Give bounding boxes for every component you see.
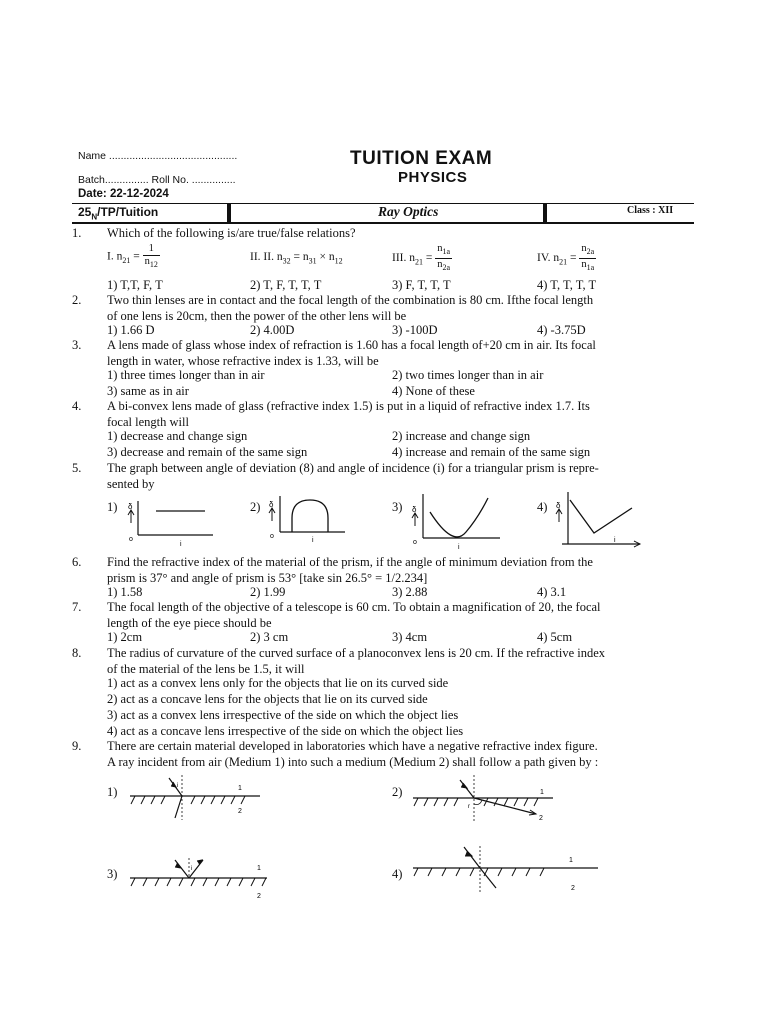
- svg-text:i: i: [180, 541, 182, 547]
- question-number: 8.: [72, 646, 82, 660]
- question-number: 3.: [72, 338, 82, 352]
- question-number: 7.: [72, 600, 82, 614]
- question-text: A bi-convex lens made of glass (refractive index 1.5) is put in a liquid of refractive index 1.7. Its focal length will: [107, 399, 590, 429]
- option[interactable]: 2) act as a concave lens for the objects that lie on its curved side: [107, 692, 428, 706]
- option[interactable]: 1): [107, 785, 118, 799]
- graph-option-4: [552, 488, 647, 548]
- name-field-label: Name ............................................: [78, 150, 238, 162]
- option[interactable]: 3): [392, 500, 403, 514]
- option[interactable]: 2) 1.99: [250, 585, 286, 599]
- exam-title: TUITION EXAM: [350, 148, 493, 169]
- exam-subject: PHYSICS: [398, 169, 468, 186]
- ray-diagram-option-3: [125, 850, 270, 900]
- relation-3: III. $n_{21}$ = $\frac{n_{1a}}{n_{2a}}$: [392, 243, 451, 273]
- svg-text:i: i: [191, 866, 193, 872]
- option[interactable]: 3) act as a convex lens irrespective of the side on which the object lies: [107, 708, 459, 722]
- relation-4: IV. $n_{21}$ = $\frac{n_{2a}}{n_{1a}}$: [537, 243, 595, 273]
- paper-code: $25_N/TP$/Tuition: [78, 205, 159, 222]
- header-divider: [543, 203, 547, 224]
- option[interactable]: 3) decrease and remain of the same sign: [107, 445, 308, 459]
- svg-text:1: 1: [257, 865, 261, 872]
- chapter-title: Ray Optics: [378, 204, 439, 219]
- option[interactable]: 2) T, F, T, T, T: [250, 278, 322, 292]
- question-text: Two thin lenses are in contact and the focal length of the combination is 80 cm. Ifthe focal length of one lens is 20cm, then the power of the other lens will be: [107, 293, 594, 323]
- svg-text:i: i: [458, 544, 460, 551]
- batch-rollno-label: Batch............... Roll No. ...............: [78, 174, 236, 186]
- option[interactable]: 2): [392, 785, 403, 799]
- question-text: The focal length of the objective of a telescope is 60 cm. To obtain a magnification of 20, the focal length of the eye piece should be: [107, 600, 601, 630]
- svg-text:2: 2: [539, 815, 543, 822]
- graph-option-3: [408, 490, 503, 552]
- option[interactable]: 3) 2.88: [392, 585, 428, 599]
- option[interactable]: 4): [537, 500, 548, 514]
- option[interactable]: 4) T, T, T, T: [537, 278, 597, 292]
- option[interactable]: 3) 4cm: [392, 630, 428, 644]
- question-number: 4.: [72, 399, 82, 413]
- svg-text:δ: δ: [556, 501, 561, 510]
- svg-text:2: 2: [571, 885, 575, 892]
- option[interactable]: 4) None of these: [392, 384, 475, 398]
- svg-text:o: o: [413, 539, 417, 546]
- option[interactable]: 1) 1.58: [107, 585, 143, 599]
- question-text: The graph between angle of deviation (8) and angle of incidence (i) for a triangular prism is repre- sented by: [107, 461, 599, 491]
- svg-text:i: i: [614, 537, 616, 544]
- svg-text:2: 2: [238, 808, 242, 815]
- svg-text:i: i: [312, 537, 314, 544]
- question-number: 5.: [72, 461, 82, 475]
- svg-text:o: o: [270, 533, 274, 540]
- graph-option-2: [265, 490, 350, 545]
- svg-text:r: r: [468, 804, 470, 810]
- question-text: The radius of curvature of the curved surface of a planoconvex lens is 20 cm. If the refractive index of the material of the lens be 1.5, it will: [107, 646, 606, 676]
- option[interactable]: 2) 4.00D: [250, 323, 295, 337]
- svg-text:1: 1: [540, 789, 544, 796]
- ray-diagram-option-1: [125, 770, 265, 825]
- graph-option-1: [123, 495, 218, 547]
- question-number: 1.: [72, 226, 82, 240]
- option[interactable]: 1) decrease and change sign: [107, 429, 248, 443]
- option[interactable]: 3): [107, 867, 118, 881]
- option[interactable]: 2) two times longer than in air: [392, 368, 544, 382]
- question-text: Find the refractive index of the material of the prism, if the angle of minimum deviation from the prism is 37° and angle of prism is 53° [take sin 26.5° = 1/2.234]: [107, 555, 593, 585]
- svg-text:δ: δ: [128, 502, 133, 511]
- option[interactable]: 3) -100D: [392, 323, 438, 337]
- option[interactable]: 4): [392, 867, 403, 881]
- relation-1: I. $n_{21}$ = $\frac{1}{n_{12}}$: [107, 243, 158, 270]
- option[interactable]: 2) increase and change sign: [392, 429, 531, 443]
- svg-text:1: 1: [569, 857, 573, 864]
- option[interactable]: 1) act as a convex lens only for the objects that lie on its curved side: [107, 676, 449, 690]
- option[interactable]: 2): [250, 500, 261, 514]
- relation-2: II. II. $n_{32} = n_{31} \times n_{12}$: [250, 251, 343, 266]
- question-number: 9.: [72, 739, 82, 753]
- question-text: Which of the following is/are true/false relations?: [107, 226, 356, 240]
- option[interactable]: 1) three times longer than in air: [107, 368, 265, 382]
- option[interactable]: 1): [107, 500, 118, 514]
- question-text: There are certain material developed in laboratories which have a negative refractive index figure. A ray incident from air (Medium 1) into such a medium (Medium 2) shall follow a path given by :: [107, 739, 599, 769]
- header-divider: [227, 203, 231, 224]
- class-label: Class : XII: [627, 205, 674, 216]
- option[interactable]: 2) 3 cm: [250, 630, 289, 644]
- option[interactable]: 4) -3.75D: [537, 323, 586, 337]
- option[interactable]: 4) 5cm: [537, 630, 573, 644]
- question-text: A lens made of glass whose index of refraction is 1.60 has a focal length of+20 cm in air. Its focal length in water, whose refractive index is 1.33, will be: [107, 338, 596, 368]
- option[interactable]: 3) F, T, T, T: [392, 278, 451, 292]
- question-number: 6.: [72, 555, 82, 569]
- svg-text:1: 1: [238, 785, 242, 792]
- option[interactable]: 4) increase and remain of the same sign: [392, 445, 591, 459]
- option[interactable]: 1) 1.66 D: [107, 323, 155, 337]
- option[interactable]: 4) 3.1: [537, 585, 567, 599]
- option[interactable]: 3) same as in air: [107, 384, 189, 398]
- option[interactable]: 4) act as a concave lens irrespective of the side on which the object lies: [107, 724, 464, 738]
- question-number: 2.: [72, 293, 82, 307]
- svg-text:o: o: [129, 536, 133, 543]
- option[interactable]: 1) T,T, F, T: [107, 278, 163, 292]
- svg-text:2: 2: [257, 893, 261, 900]
- svg-text:i: i: [177, 783, 179, 789]
- svg-text:δ: δ: [269, 500, 274, 509]
- ray-diagram-option-4: [408, 842, 600, 897]
- svg-text:δ: δ: [412, 505, 417, 514]
- option[interactable]: 1) 2cm: [107, 630, 143, 644]
- ray-diagram-option-2: [408, 770, 558, 825]
- exam-date: Date: 22-12-2024: [78, 188, 169, 200]
